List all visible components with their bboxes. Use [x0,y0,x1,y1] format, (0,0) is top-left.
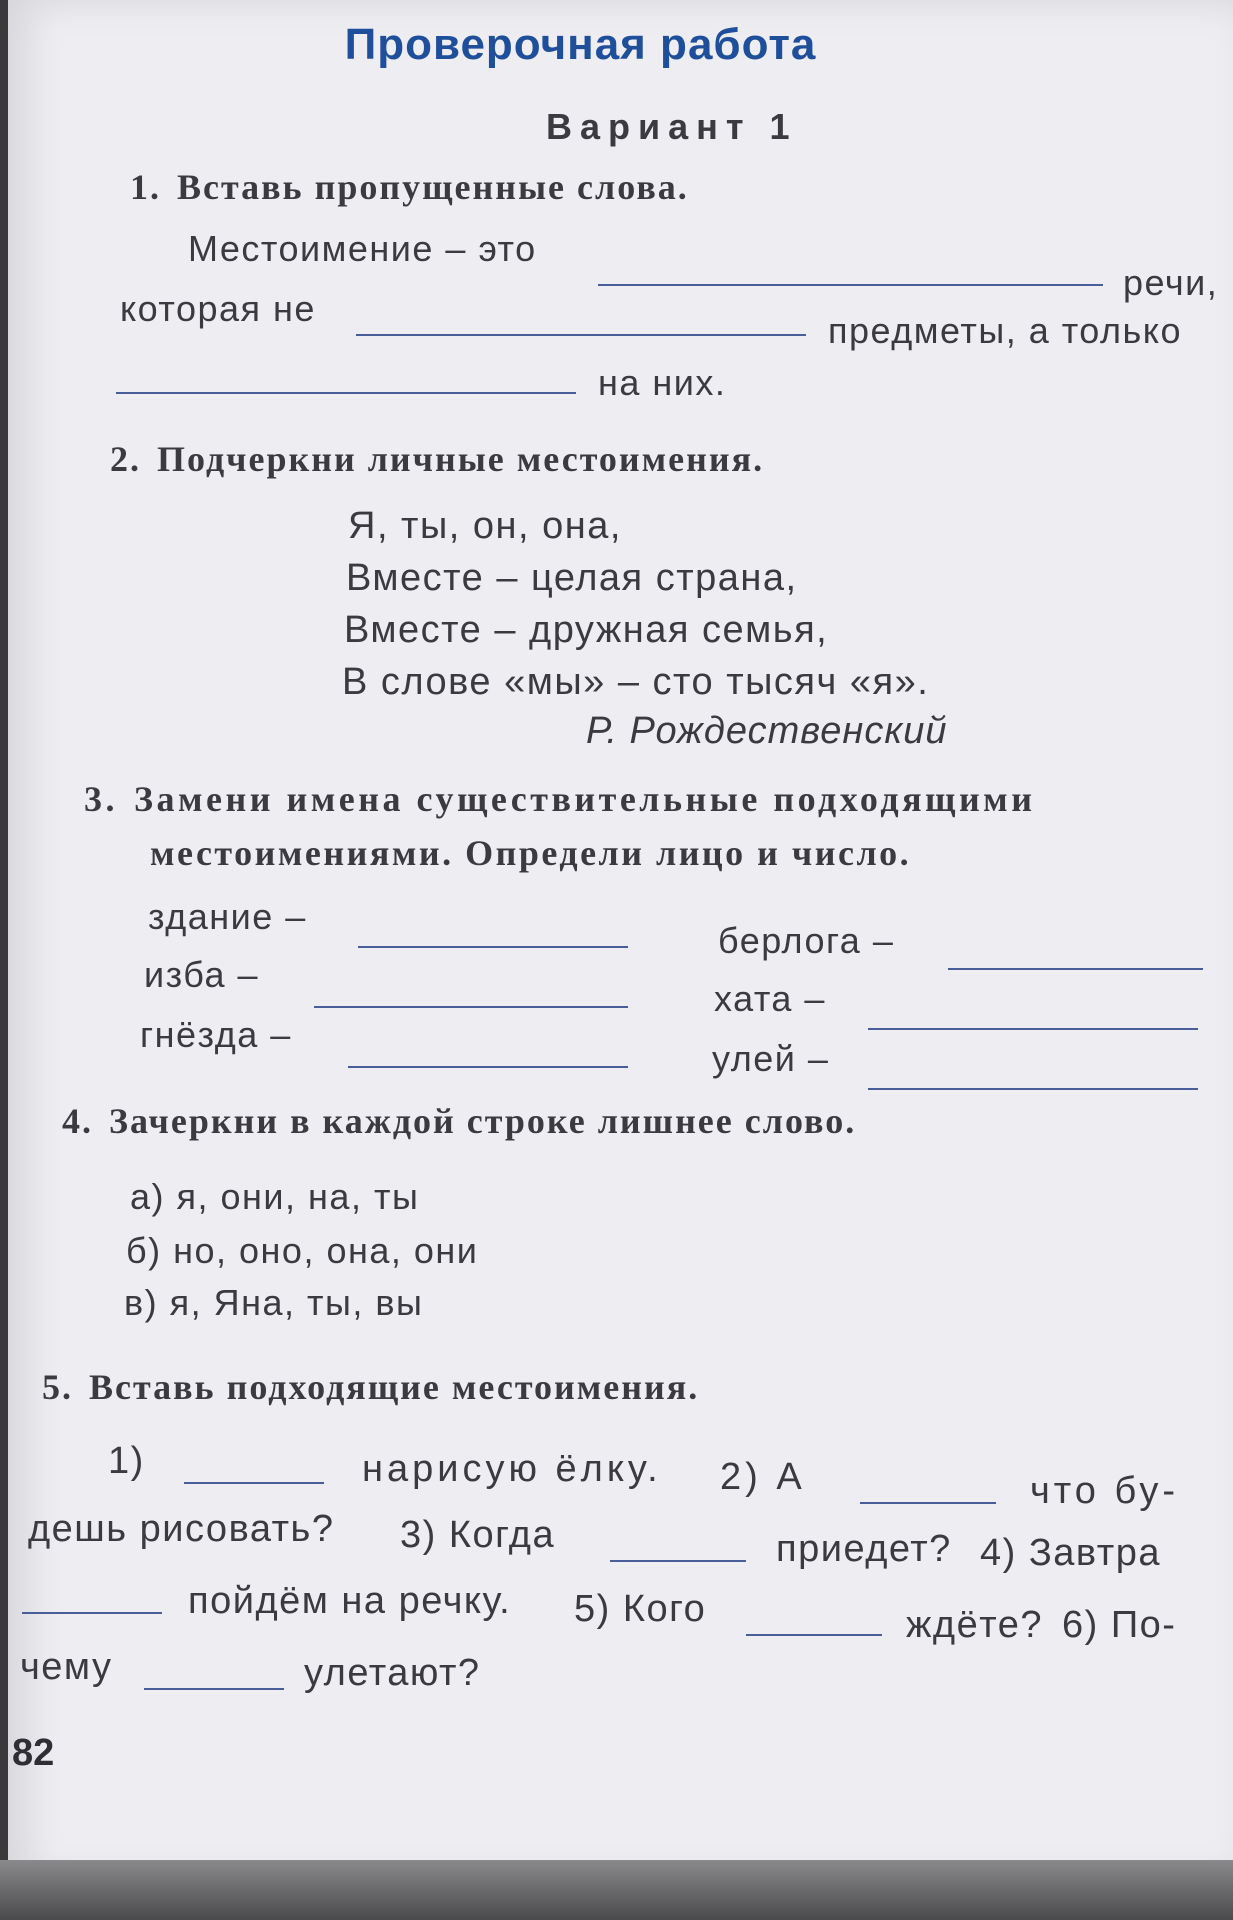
task4-row-label: в) [124,1282,159,1323]
task1-heading-text: Вставь пропущенные слова. [177,167,689,207]
task5-s2-end: что бу- [1030,1470,1180,1512]
task5-s6-start: 6) По- [1062,1604,1177,1646]
task5-s4-end: пойдём на речку. [188,1580,512,1622]
page-number: 82 [12,1732,55,1774]
task3-blank[interactable] [358,946,628,948]
task5-s6-end: улетают? [304,1652,481,1694]
task3-blank[interactable] [948,968,1203,970]
poem-line: Я, ты, он, она, [348,505,622,547]
task3-word-right: берлога – [718,920,895,961]
task5-s3-start: 3) Когда [400,1514,556,1556]
poem-author: Р. Рождественский [586,710,948,752]
workbook-page [8,0,1233,1880]
task1-line1-start: Местоимение – это [188,228,537,269]
task5-blank-2[interactable] [860,1502,996,1504]
task5-s5-start: 5) Кого [574,1588,707,1630]
task1-blank-1[interactable] [598,284,1103,286]
task2-heading-text: Подчеркни личные местоимения. [157,439,765,479]
task4-number: 4. [62,1101,93,1141]
task4-row [130,1176,419,1218]
task4-row [126,1230,478,1272]
task1-line2-end: предметы, а только [828,310,1182,351]
task5-s2-start: 2) А [720,1456,806,1498]
task5-s6-cont: чему [20,1646,113,1688]
task5-heading [42,1366,699,1408]
task1-blank-3[interactable] [116,392,576,394]
task3-word-left: изба – [144,954,260,995]
task1-heading [130,166,689,208]
task5-number: 5. [42,1367,73,1407]
task4-heading [62,1100,856,1142]
task5-s1-num: 1) [108,1440,145,1482]
task2-number: 2. [110,439,141,479]
task4-row-words[interactable]: я, они, на, ты [176,1176,420,1217]
task5-blank-3[interactable] [610,1560,746,1562]
task5-blank-5[interactable] [746,1634,882,1636]
task5-blank-4[interactable] [22,1612,162,1614]
task1-blank-2[interactable] [356,334,806,336]
task3-heading-line2: местоимениями. Определи лицо и число. [150,833,912,873]
task1-line1-end: речи, [1123,262,1219,303]
poem-line: Вместе – целая страна, [346,557,798,599]
poem-line: В слове «мы» – сто тысяч «я». [342,661,930,703]
page-title: Проверочная работа [344,20,817,69]
task3-blank[interactable] [868,1088,1198,1090]
task3-word-left: гнёзда – [140,1014,292,1055]
task3-heading-line1 [84,778,1035,820]
task3-number: 3. [84,779,118,819]
task4-row-label: а) [130,1176,166,1217]
task3-blank[interactable] [314,1006,628,1008]
task1-number: 1. [130,167,161,207]
task2-heading [110,438,764,480]
task4-row-words[interactable]: но, оно, она, они [173,1230,479,1271]
task4-row-label: б) [126,1230,162,1271]
poem-line: Вместе – дружная семья, [344,609,829,651]
task5-blank-1[interactable] [184,1482,324,1484]
task5-s5-end: ждёте? [906,1604,1043,1646]
task4-row [124,1282,423,1324]
task5-blank-6[interactable] [144,1688,284,1690]
task3-word-right: улей – [712,1038,830,1079]
task5-heading-text: Вставь подходящие местоимения. [89,1367,700,1407]
task1-line3-end: на них. [598,362,727,403]
task1-line2-start: которая не [120,288,316,329]
variant-heading: Вариант 1 [546,106,798,147]
task3-heading-text-1: Замени имена существительные подходящими [134,779,1036,819]
task3-blank[interactable] [348,1066,628,1068]
task5-s1-text: нарисую ёлку. [362,1448,662,1490]
task3-word-left: здание – [148,896,307,937]
task3-word-right: хата – [714,978,826,1019]
task5-s4-start: 4) Завтра [980,1532,1161,1574]
task5-s2-cont: дешь рисовать? [28,1508,335,1550]
task4-row-words[interactable]: я, Яна, ты, вы [169,1282,424,1323]
task5-s3-end: приедет? [776,1528,952,1570]
task3-blank[interactable] [868,1028,1198,1030]
task4-heading-text: Зачеркни в каждой строке лишнее слово. [109,1101,857,1141]
page-bottom-shadow [0,1860,1233,1920]
